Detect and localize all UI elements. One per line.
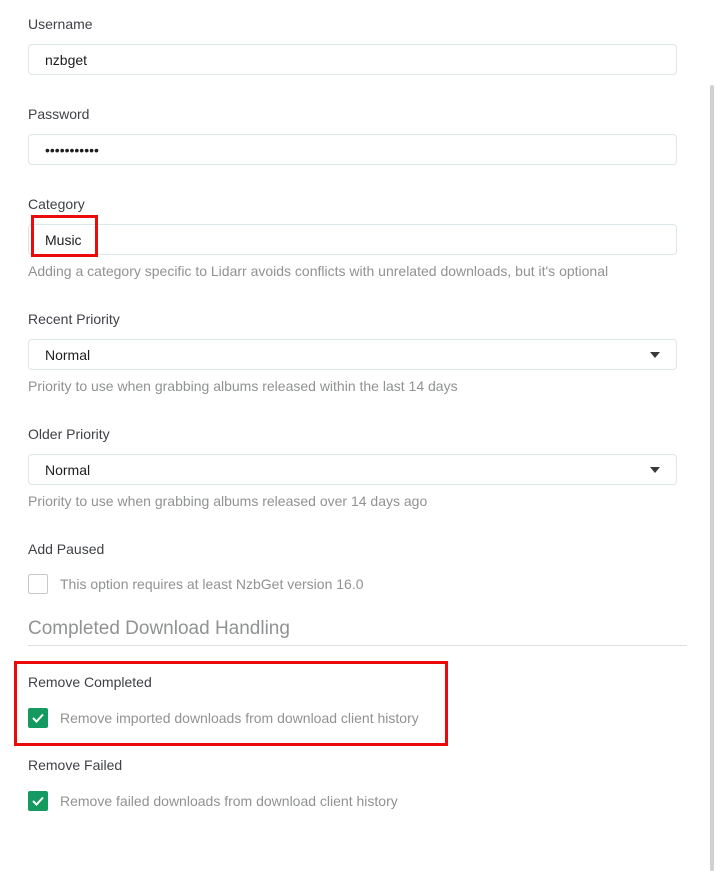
older-priority-select[interactable] (28, 454, 677, 485)
scrollbar-thumb[interactable] (710, 85, 714, 871)
remove-completed-row (28, 708, 677, 728)
recent-priority-help-text: Priority to use when grabbing albums released within the last 14 days (28, 378, 458, 394)
chevron-down-icon (650, 352, 660, 358)
checkmark-icon (32, 713, 44, 723)
remove-failed-label: Remove Failed (28, 757, 123, 773)
older-priority-selected-value: Normal (45, 461, 91, 478)
recent-priority-select[interactable] (28, 339, 677, 370)
remove-failed-checkbox-label: Remove failed downloads from download client history (60, 793, 398, 809)
recent-priority-label: Recent Priority (28, 311, 120, 327)
add-paused-checkbox-label: This option requires at least NzbGet version 16.0 (60, 576, 364, 592)
password-input[interactable] (28, 134, 677, 165)
remove-failed-checkbox[interactable] (28, 791, 48, 811)
category-input[interactable] (28, 224, 677, 255)
download-client-settings-form (28, 0, 677, 811)
chevron-down-icon (650, 467, 660, 473)
remove-completed-checkbox[interactable] (28, 708, 48, 728)
checkmark-icon (32, 796, 44, 806)
username-label: Username (28, 16, 93, 32)
category-help-text: Adding a category specific to Lidarr avoids conflicts with unrelated downloads, but it's optional (28, 263, 609, 279)
password-label: Password (28, 106, 90, 122)
recent-priority-selected-value: Normal (45, 346, 91, 363)
remove-completed-checkbox-label: Remove imported downloads from download client history (60, 710, 419, 726)
add-paused-row (28, 574, 677, 594)
add-paused-label: Add Paused (28, 541, 105, 557)
remove-failed-row (28, 791, 677, 811)
category-label: Category (28, 196, 85, 212)
username-input[interactable] (28, 44, 677, 75)
remove-completed-label: Remove Completed (28, 674, 152, 690)
older-priority-help-text: Priority to use when grabbing albums released over 14 days ago (28, 493, 428, 509)
section-title-completed-download-handling: Completed Download Handling (28, 617, 687, 646)
older-priority-label: Older Priority (28, 426, 110, 442)
add-paused-checkbox[interactable] (28, 574, 48, 594)
